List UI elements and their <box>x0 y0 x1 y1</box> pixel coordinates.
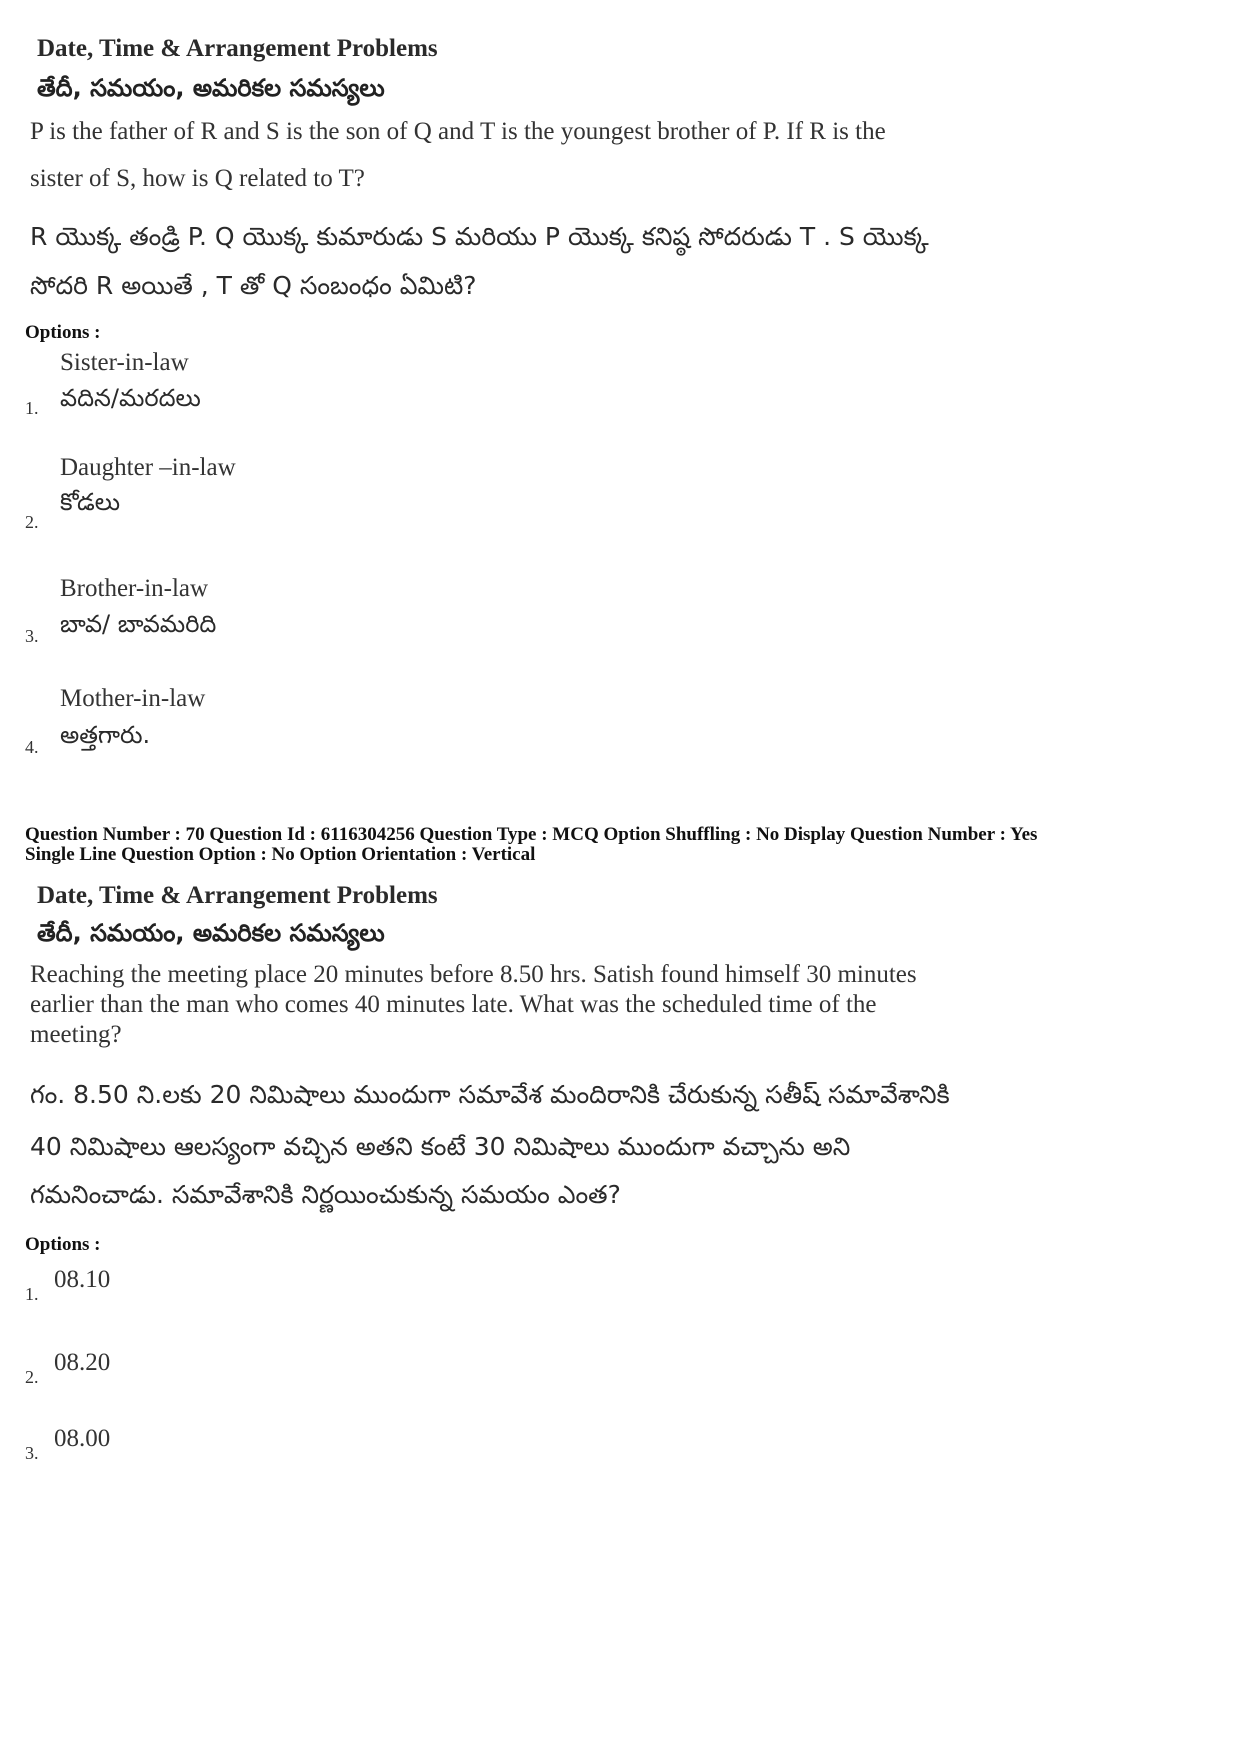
question-text-te: R యొక్క తండ్రి P. Q యొక్క కుమారుడు S మరియు P యొక్క కనిష్ఠ సోదరుడు T . S యొక్క <box>30 222 929 251</box>
options-label: Options : <box>25 1234 101 1255</box>
option-number: 3. <box>25 1443 39 1463</box>
question-text-en: Reaching the meeting place 20 minutes before 8.50 hrs. Satish found himself 30 minutes <box>30 961 917 988</box>
options-label: Options : <box>25 322 101 343</box>
question-text-en: sister of S, how is Q related to T? <box>30 165 365 192</box>
topic-heading-te: తేదీ, సమయం, అమరికల సమస్యలు <box>37 74 385 102</box>
topic-heading-te: తేదీ, సమయం, అమరికల సమస్యలు <box>37 919 385 947</box>
option-text-te: అత్తగారు. <box>60 721 151 749</box>
topic-heading-en: Date, Time & Arrangement Problems <box>37 882 438 909</box>
question-text-en: P is the father of R and S is the son of Q and T is the youngest brother of P. If R is the <box>30 118 886 145</box>
option-text-te: కోడలు <box>60 488 121 516</box>
option-number: 2. <box>25 1367 39 1387</box>
question-text-te: సోదరి R అయితే , T తో Q సంబంధం ఏమిటి? <box>30 271 477 300</box>
question-meta: Question Number : 70 Question Id : 6116304256 Question Type : MCQ Option Shuffling : No Display Question Number : Yes <box>25 824 1038 845</box>
option-number: 1. <box>25 398 39 418</box>
option-text-en: 08.00 <box>54 1425 111 1452</box>
option-text-en: Sister-in-law <box>60 349 189 376</box>
question-text-te: గం. 8.50 ని.లకు 20 నిమిషాలు ముందుగా సమావేశ మందిరానికి చేరుకున్న సతీష్ సమావేశానికి <box>30 1080 950 1109</box>
option-text-en: 08.20 <box>54 1349 111 1376</box>
option-number: 3. <box>25 626 39 646</box>
option-number: 1. <box>25 1284 39 1304</box>
option-text-en: Daughter –in-law <box>60 454 236 481</box>
option-text-te: బావ/ బావమరిది <box>60 610 217 638</box>
question-meta: Single Line Question Option : No Option Orientation : Vertical <box>25 844 536 865</box>
question-text-te: గమనించాడు. సమావేశానికి నిర్ణయించుకున్న సమయం ఎంత? <box>30 1180 621 1209</box>
question-text-en: earlier than the man who comes 40 minutes late. What was the scheduled time of the <box>30 991 877 1018</box>
option-number: 4. <box>25 737 39 757</box>
option-text-en: Mother-in-law <box>60 685 206 712</box>
question-text-te: 40 నిమిషాలు ఆలస్యంగా వచ్చిన అతని కంటే 30 నిమిషాలు ముందుగా వచ్చాను అని <box>30 1132 851 1161</box>
option-text-en: 08.10 <box>54 1266 111 1293</box>
question-text-en: meeting? <box>30 1021 122 1048</box>
option-number: 2. <box>25 512 39 532</box>
topic-heading-en: Date, Time & Arrangement Problems <box>37 35 438 62</box>
option-text-en: Brother-in-law <box>60 575 209 602</box>
option-text-te: వదిన/మరదలు <box>60 384 201 412</box>
